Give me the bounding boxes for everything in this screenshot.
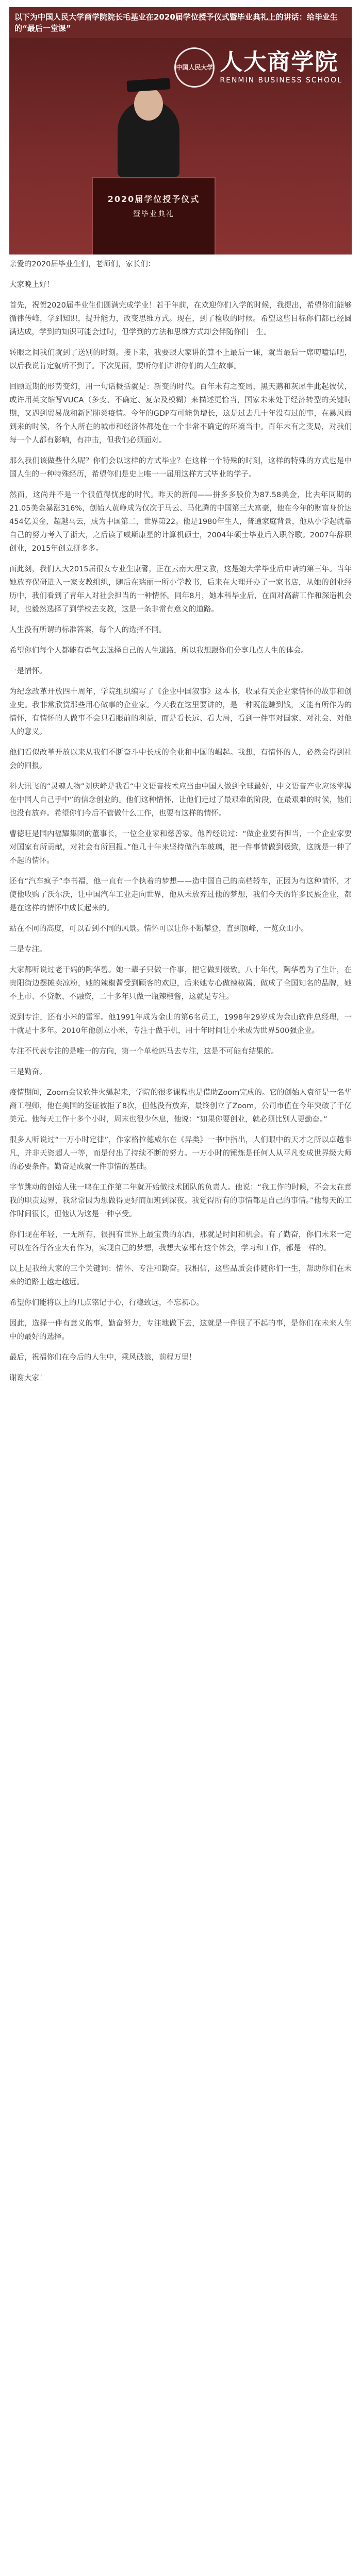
headline-banner: 以下为中国人民大学商学院院长毛基业在2020届学位授予仪式暨毕业典礼上的讲话：给毕业生的“最后一堂课” [9, 7, 352, 38]
paragraph: 字节跳动的创始人张一鸣在工作第二年就开始做技术团队的负责人。他说：“我工作的时候，不会太在意我的职责边界，我常常因为想做得更好而加班到深夜。我觉得所有的事情都是自己的事情。”他每天的工作时间很长，但他认为这是一种享受。 [9, 1183, 352, 1218]
paragraph: 曹德旺是国内福耀集团的董事长，一位企业家和慈善家。他曾经说过：“做企业要有担当，一个企业家要对国家有所贡献，对社会有所回报。”他几十年来坚持做汽车玻璃，把一件事情做到极致，这就是一种了不起的情怀。 [9, 830, 352, 865]
closing-thanks: 谢谢大家！ [9, 1374, 47, 1382]
paragraph: 人生没有所谓的标准答案，每个人的选择不同。 [9, 626, 167, 634]
podium [92, 177, 216, 255]
paragraph: 说到专注，还有小米的雷军。他1991年成为金山的第6名员工，1998年29岁成为金山软件总经理，一干就是十多年。2010年他创立小米，专注于做手机，用十年时间让小米成为世界500强企业。 [9, 1013, 352, 1035]
paragraph: 那么我们该做些什么呢？你们会以这样的方式毕业？在这样一个特殊的时刻，这样的特殊的方式也是中国人生的一种特殊经历，希望你们是史上唯一一届用这样方式毕业的学子。 [9, 457, 352, 479]
paragraph: 大家都听说过老干妈的陶华碧。她一辈子只做一件事，把它做到极致。八十年代，陶华碧为了生计，在贵阳街边摆摊卖凉粉，她的辣椒酱受到顾客的欢迎，后来她专心做辣椒酱，做成了全国知名的品牌，她不上市、不贷款、不融资，二十多年只做一瓶辣椒酱，这就是专注。 [9, 966, 352, 1001]
paragraph: 因此，选择一件有意义的事，勤奋努力，专注地做下去，这就是一件很了不起的事，是你们在未来人生中的最好的选择。 [9, 1319, 352, 1341]
paragraph: 首先，祝贺2020届毕业生们圆满完成学业！若干年前，在欢迎你们入学的时候，我提出，希望你们能够循律传峰，学到知识，提升能力，改变思维方式。现在，到了检收的时候。希望这些目标你们都已经圆满达成，学到的知识可能会过时，但学到的方法和思维方式却会伴随你们一生。 [9, 301, 352, 336]
greeting: 亲爱的2020届毕业生们，老师们，家长们： [9, 260, 156, 268]
paragraph: 希望你们每个人都能有勇气去选择自己的人生道路，所以我想跟你们分享几点人生的体会。 [9, 647, 308, 655]
paragraph: 还有“汽车疯子”李书福，他一直有一个执着的梦想——造中国自己的高档轿车，正因为有这种情怀，才使他收购了沃尔沃，让中国汽车工业走向世界，他从未放弃过他的梦想，我们今天的许多民族企业，都是在这样的情怀中成长起来的。 [9, 877, 352, 912]
paragraph: 然而，这尚并不是一个很值得忧虑的时代。昨天的新闻——拼多多股价为87.58美金，比去年同期的21.05美金暴涨316%，创始人黄峥成为仅次于马云、马化腾的中国第三大富豪，他在今年的财富身价达454亿美金，超越马云，成为中国第二，世界第22。他是1980年生人，普通家庭背景，他从小学起就靠自己的努力考入了浙大，之后读了威斯康星的计算机硕士，2004年硕士毕业后入职谷歌。2007年辞职创业，2015年创立拼多多。 [9, 491, 352, 553]
hello: 大家晚上好！ [9, 281, 54, 289]
paragraph: 站在不同的高度，可以看到不同的风景。情怀可以让你不断攀登，直到顶峰，一览众山小。 [9, 925, 308, 933]
section-heading: 三是勤奋。 [9, 1068, 47, 1076]
podium-text-line1: 2020届学位授予仪式 [107, 194, 200, 204]
university-seal-icon: 中国人民大学 [174, 47, 215, 88]
paragraph: 而此刻，我们人大2015届很女专业生康馨，正在云南大理支教，这是她大学毕业后申请的第三年。当年她放弃保研进入一家支教组织，随后在瑞丽一所小学教书，后来在大理开办了一家书店，从她的创业经历中，我们看到了青年人对社会担当的一种情怀。同年8月，她本科毕业后，在面对高薪工作和深造机会时，也毅然选择了到学校去支教，这是一条非常有意义的道路。 [9, 565, 352, 614]
section-heading: 一是情怀。 [9, 667, 47, 675]
logo-chinese-name: 人大商学院 [220, 49, 339, 75]
paragraph: 他们看似改革开放以来从我们不断奋斗中长成的企业和中国的崛起。我想，有情怀的人，必然会得到社会的回报。 [9, 749, 352, 770]
logo-english-name: RENMIN BUSINESS SCHOOL [220, 76, 342, 84]
closing-wish: 最后，祝福你们在今后的人生中，乘风破浪，前程万里！ [9, 1353, 196, 1362]
paragraph: 回顾近期的形势变幻，用一句话概括就是：新变的时代。百年未有之变局，黑天鹅和灰犀牛此起彼伏，或许用英文缩写VUCA（多变、不确定、复杂及模糊）来描述更恰当，国家未来处于经济转型的关键时期，又遇到贸易战和新冠肺炎疫情。今年的GDP有可能负增长，这是过去几十年没有过的事，在暴风雨到来的时候，各个人所在的城市和经济体都处在一个非常不确定的环境当中。百年未有之变局，对我们每一个人都有影响，有冲击，但我们必须面对。 [9, 383, 352, 445]
paragraph: 疫情期间，Zoom会议软件火爆起来，学院的很多课程也是借助Zoom完成的。它的创始人袁征是一名华裔工程师，他在美国的签证被拒了8次，但他没有放弃，最终创立了Zoom，公司市值在今年突破了千亿美元。他每天工作十多个小时，周末也很少休息，他说：“如果你要创业，就必须比别人更勤奋。” [9, 1089, 352, 1124]
speaker-face [134, 88, 163, 121]
article-body [9, 258, 352, 1385]
paragraph: 以上是我给大家的三个关键词：情怀、专注和勤奋。我相信，这些品质会伴随你们一生，帮助你们在未来的道路上越走越远。 [9, 1265, 352, 1286]
article-page [0, 7, 361, 2576]
paragraph: 很多人听说过“一万小时定律”，作家格拉德威尔在《异类》一书中指出，人们眼中的天才之所以卓越非凡，并非天资超人一等，而是付出了持续不断的努力。一万小时的锤炼是任何人从平凡变成世界级大师的必要条件。勤奋是成就一件事情的基础。 [9, 1136, 352, 1171]
paragraph: 科大讯飞的“灵魂人物”刘庆峰是我看“中文语音技术应当由中国人做到全球最好，中文语音产业应该掌握在中国人自己手中”的信念创业的。他们这种情怀，让他们走过了最艰难的阶段，在最艰难的时候，他们也没有放弃。希望你们今后不管做什么工作，也要有这样的情怀。 [9, 783, 352, 818]
paragraph: 为纪念改革开放四十周年，学院组织编写了《企业中国叙事》这本书，收录有关企业家情怀的故事和创业史。我非常欣赏那些用心做事的企业家。今天我在这里要讲的，是一种既能赚到钱，又能有所作为的情怀，有情怀的人做事不会只看眼前的利益，而是看长远、看大局，看到一件事对国家、对社会、对他人的意义。 [9, 688, 352, 736]
graduation-cap-icon [126, 78, 170, 92]
hero-photo [9, 38, 352, 255]
section-heading: 二是专注。 [9, 945, 47, 954]
school-logo [174, 47, 342, 88]
podium-text-line2: 暨毕业典礼 [133, 210, 174, 218]
paragraph: 你们现在年轻，一无所有，很拥有世界上最宝贵的东西，那就是时间和机会。有了勤奋，你们未来一定可以在各行各业大有作为，实现自己的梦想，我想大家都有这个体会，学习和工作，都是一样的。 [9, 1231, 352, 1252]
paragraph: 希望你们能将以上的几点铭记于心，行稳致远，不忘初心。 [9, 1299, 204, 1307]
paragraph: 专注不代表专注的是唯一的方向，第一个单枪匹马去专注，这是不可能有结果的。 [9, 1047, 278, 1056]
paragraph: 转眼之间我们就到了送别的时刻。接下来，我要跟大家讲的算不上最后一课，就当最后一席叨嗑语吧，以后我说肯定就听不到了。下次见面，要听你们讲讲你们的人生故事。 [9, 349, 352, 370]
